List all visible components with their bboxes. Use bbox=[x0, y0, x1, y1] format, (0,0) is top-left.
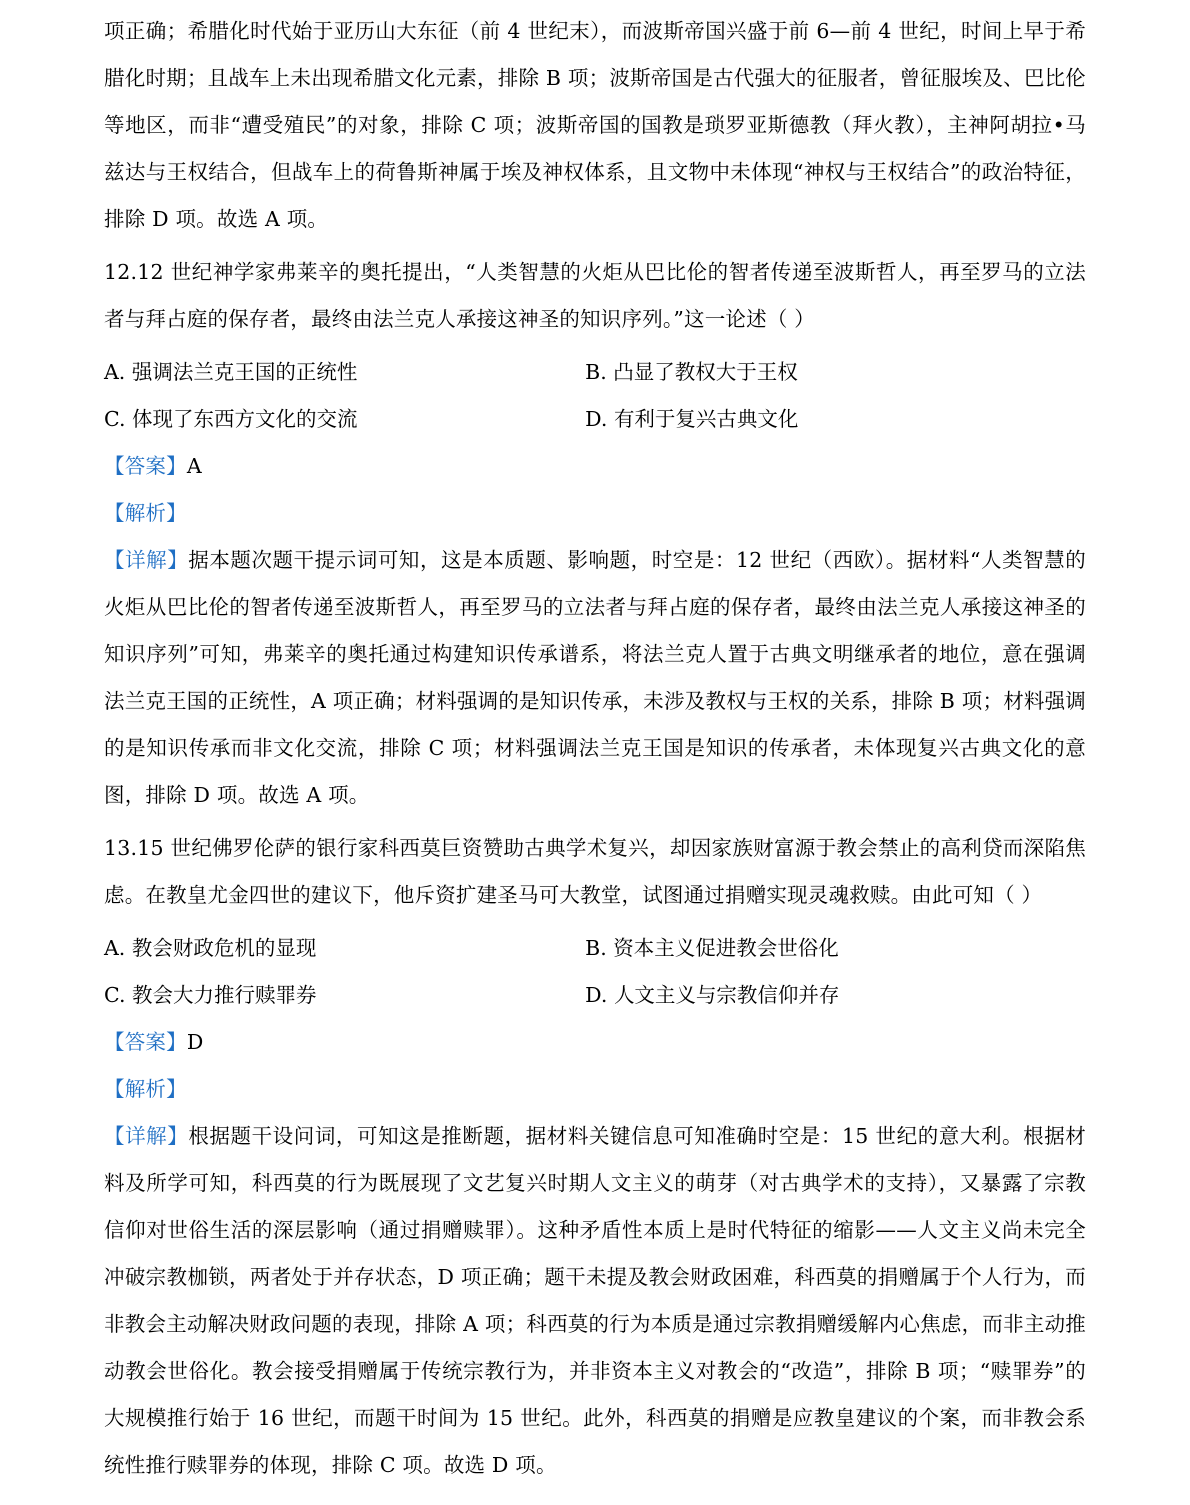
answer-label-13: 【答案】 bbox=[104, 1030, 187, 1054]
detail-label-12: 【详解】 bbox=[104, 548, 189, 572]
answer-line-12 bbox=[104, 443, 1086, 490]
option-text-12-b: 凸显了教权大于王权 bbox=[613, 360, 798, 384]
option-12-c[interactable] bbox=[104, 396, 585, 443]
detail-label-13: 【详解】 bbox=[104, 1124, 189, 1148]
option-key-12-c: C. bbox=[104, 407, 126, 431]
option-key-13-d: D. bbox=[585, 983, 608, 1007]
option-key-13-a: A. bbox=[104, 936, 126, 960]
question-number-12: 12. bbox=[104, 260, 138, 284]
option-13-d[interactable] bbox=[585, 972, 1086, 1019]
question-stem-12 bbox=[104, 249, 1086, 343]
answer-value-12: A bbox=[186, 454, 202, 478]
option-text-13-a: 教会财政危机的显现 bbox=[131, 936, 317, 960]
question-number-13: 13. bbox=[104, 836, 138, 860]
option-key-12-b: B. bbox=[585, 360, 607, 384]
analysis-label-12: 【解析】 bbox=[104, 501, 187, 525]
question-text-13: 15 世纪佛罗伦萨的银行家科西莫巨资赞助古典学术复兴，却因家族财富源于教会禁止的高利贷而深陷焦虑。在教皇尤金四世的建议下，他斥资扩建圣马可大教堂，试图通过捐赠实现灵魂救赎。由此可知（ ） bbox=[104, 836, 1086, 907]
option-text-13-d: 人文主义与宗教信仰并存 bbox=[613, 983, 840, 1007]
analysis-label-line-13 bbox=[104, 1066, 1086, 1113]
options-row-13-cd bbox=[104, 972, 1086, 1019]
options-row-12-ab bbox=[104, 349, 1086, 396]
options-row-12-cd bbox=[104, 396, 1086, 443]
option-12-d[interactable] bbox=[585, 396, 1086, 443]
continuation-paragraph: 项正确；希腊化时代始于亚历山大东征（前 4 世纪末），而波斯帝国兴盛于前 6—前 4 世纪，时间上早于希腊化时期；且战车上未出现希腊文化元素，排除 B 项；波斯帝国是古代强大的征服者，曾征服埃及、巴比伦等地区，而非“遭受殖民”的对象，排除 C 项；波斯帝国的国教是琐罗亚斯德教（拜火教），主神阿胡拉•马兹达与王权结合，但战车上的荷鲁斯神属于埃及神权体系，且文物中未体现“神权与王权结合”的政治特征，排除 D 项。故选 A 项。 bbox=[104, 19, 1086, 231]
options-row-13-ab bbox=[104, 925, 1086, 972]
option-text-13-b: 资本主义促进教会世俗化 bbox=[613, 936, 839, 960]
question-block-13 bbox=[104, 825, 1086, 1489]
detail-paragraph-12 bbox=[104, 537, 1086, 819]
option-text-12-d: 有利于复兴古典文化 bbox=[613, 407, 799, 431]
question-text-12: 12 世纪神学家弗莱辛的奥托提出，“人类智慧的火炬从巴比伦的智者传递至波斯哲人，再至罗马的立法者与拜占庭的保存者，最终由法兰克人承接这神圣的知识序列。”这一论述（ ） bbox=[104, 260, 1086, 331]
detail-text-12: 据本题次题干提示词可知，这是本质题、影响题，时空是：12 世纪（西欧）。据材料“人类智慧的火炬从巴比伦的智者传递至波斯哲人，再至罗马的立法者与拜占庭的保存者，最终由法兰克人承接这神圣的知识序列”可知，弗莱辛的奥托通过构建知识传承谱系，将法兰克人置于古典文明继承者的地位，意在强调法兰克王国的正统性，A 项正确；材料强调的是知识传承，未涉及教权与王权的关系，排除 B 项；材料强调的是知识传承而非文化交流，排除 C 项；材料强调法兰克王国是知识的传承者，未体现复兴古典文化的意图，排除 D 项。故选 A 项。 bbox=[104, 548, 1086, 807]
option-key-13-c: C. bbox=[104, 983, 126, 1007]
analysis-label-13: 【解析】 bbox=[104, 1077, 187, 1101]
option-text-13-c: 教会大力推行赎罪券 bbox=[132, 983, 317, 1007]
option-text-12-c: 体现了东西方文化的交流 bbox=[132, 407, 358, 431]
question-stem-13 bbox=[104, 825, 1086, 919]
option-text-12-a: 强调法兰克王国的正统性 bbox=[131, 360, 358, 384]
option-12-a[interactable] bbox=[104, 349, 585, 396]
analysis-label-line-12 bbox=[104, 490, 1086, 537]
detail-paragraph-13 bbox=[104, 1113, 1086, 1489]
option-12-b[interactable] bbox=[585, 349, 1086, 396]
question-block-12 bbox=[104, 249, 1086, 819]
detail-text-13: 根据题干设问词，可知这是推断题，据材料关键信息可知准确时空是：15 世纪的意大利。根据材料及所学可知，科西莫的行为既展现了文艺复兴时期人文主义的萌芽（对古典学术的支持），又暴露了宗教信仰对世俗生活的深层影响（通过捐赠赎罪）。这种矛盾性本质上是时代特征的缩影——人文主义尚未完全冲破宗教枷锁，两者处于并存状态，D 项正确；题干未提及教会财政困难，科西莫的捐赠属于个人行为，而非教会主动解决财政问题的表现，排除 A 项；科西莫的行为本质是通过宗教捐赠缓解内心焦虑，而非主动推动教会世俗化。教会接受捐赠属于传统宗教行为，并非资本主义对教会的“改造”，排除 B 项；“赎罪券”的大规模推行始于 16 世纪，而题干时间为 15 世纪。此外，科西莫的捐赠是应教皇建议的个案，而非教会系统性推行赎罪券的体现，排除 C 项。故选 D 项。 bbox=[104, 1124, 1086, 1477]
answer-value-13: D bbox=[186, 1030, 204, 1054]
answer-line-13 bbox=[104, 1019, 1086, 1066]
answer-label-12: 【答案】 bbox=[104, 454, 187, 478]
option-13-a[interactable] bbox=[104, 925, 585, 972]
option-13-c[interactable] bbox=[104, 972, 585, 1019]
option-key-13-b: B. bbox=[585, 936, 607, 960]
option-13-b[interactable] bbox=[585, 925, 1086, 972]
option-key-12-d: D. bbox=[585, 407, 608, 431]
option-key-12-a: A. bbox=[104, 360, 126, 384]
